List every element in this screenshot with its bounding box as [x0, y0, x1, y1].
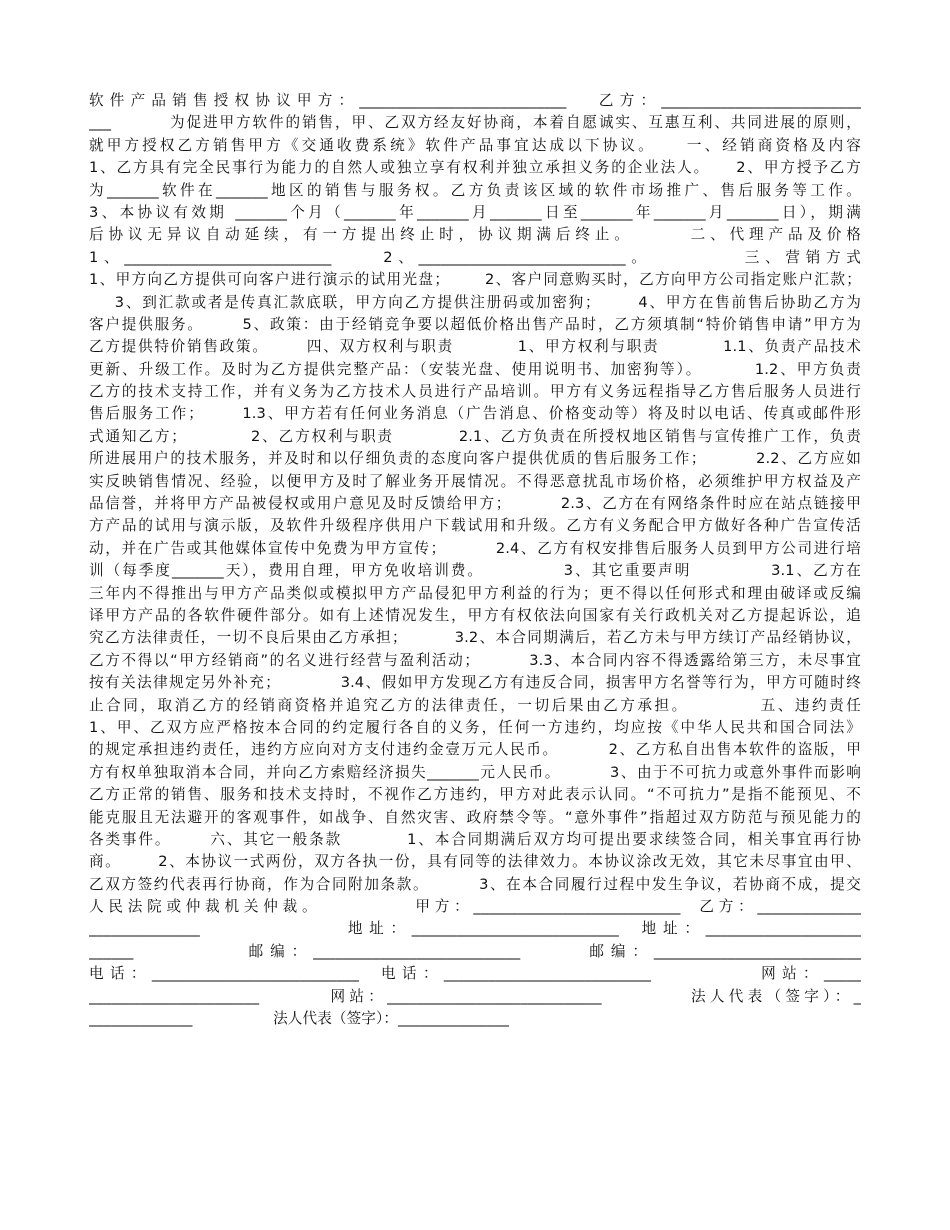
document-line: 3、本协议有效期 _______个月（_______年_______月_______日至_______年_______月_______日），期满	[89, 203, 861, 221]
document-line: 1、乙方具有完全民事行为能力的自然人或独立享有权利并独立承担义务的企业法人。 2、甲方授予乙方	[89, 159, 861, 177]
document-line: ______ 邮编：____________________________ 邮编：____________________________	[89, 942, 861, 960]
document-line: 三年内不得推出与甲方产品类似或模拟甲方产品侵犯甲方利益的行为；更不得以任何形式和理由破译或反编	[89, 584, 861, 602]
document-line: 为_______软件在_______地区的销售与服务权。乙方负责该区域的软件市场推广、售后服务等工作。	[89, 181, 861, 199]
document-line: 客户提供服务。 5、政策：由于经销竞争要以超低价格出售产品时，乙方须填制“特价销售申请”甲方为	[89, 315, 861, 333]
document-line: 1、甲、乙双方应严格按本合同的约定履行各自的义务，任何一方违约，均应按《中华人民共和国合同法》	[89, 718, 861, 736]
document-line: 就甲方授权乙方销售甲方《交通收费系统》软件产品事宜达成以下协议。 一、经销商资格及内容	[89, 136, 861, 154]
document-line: 乙方的技术支持工作，并有义务为乙方技术人员进行产品培训。甲方有义务远程指导乙方售后服务人员进行	[89, 383, 861, 401]
document-line: 式通知乙方； 2、乙方权利与职责 2.1、乙方负责在所授权地区销售与宣传推广工作，负责	[89, 427, 861, 445]
document-line: _______________________ 网站：_____________________________ 法人代表（签字）：_	[89, 987, 861, 1005]
document-line: 各类事件。 六、其它一般条款 1、本合同期满后双方均可提出要求续签合同，相关事宜再行协	[89, 830, 861, 848]
document-line: 更新、升级工作。及时为乙方提供完整产品：（安装光盘、使用说明书、加密狗等）。 1.2、甲方负责	[89, 360, 861, 378]
document-line: 1、____________________________ 2、____________________________。 三、营销方式	[89, 248, 861, 266]
document-line: 训（每季度_______天），费用自理，甲方免收培训费。 3、其它重要声明 3.1、乙方在	[89, 562, 861, 580]
document-line: 所进展用户的技术服务，并及时和以仔细负责的态度向客户提供优质的售后服务工作； 2.2、乙方应如	[89, 450, 861, 468]
document-line: 3、到汇款或者是传真汇款底联，甲方向乙方提供注册码或加密狗； 4、甲方在售前售后协助乙方为	[89, 293, 861, 311]
document-line: 售后服务工作； 1.3、甲方若有任何业务消息（广告消息、价格变动等）将及时以电话、传真或邮件形	[89, 405, 861, 423]
document-line: 1、甲方向乙方提供可向客户进行演示的试用光盘； 2、客户同意购买时，乙方向甲方公司指定账户汇款；	[89, 271, 861, 289]
document-line: 方有权单独取消本合同，并向乙方索赔经济损失_______元人民币。 3、由于不可抗力或意外事件而影响	[89, 763, 861, 781]
document-line: 究乙方法律责任，一切不良后果由乙方承担； 3.2、本合同期满后，若乙方未与甲方续订产品经销协议，	[89, 629, 861, 647]
document-line: 乙方不得以“甲方经销商”的名义进行经营与盈利活动； 3.3、本合同内容不得透露给第三方，未尽事宜	[89, 651, 861, 669]
document-line: 乙双方签约代表再行协商，作为合同附加条款。 3、在本合同履行过程中发生争议，若协商不成，提交	[89, 875, 861, 893]
document-line: _______________ 地址：____________________________ 地址：_____________________	[89, 920, 861, 938]
document-line: 方产品的试用与演示版，及软件升级程序供用户下载试用和升级。乙方有义务配合甲方做好各种广告宣传活	[89, 517, 861, 535]
document-line: 按有关法律规定另外补充； 3.4、假如甲方发现乙方有违反合同，损害甲方名誉等行为，甲方可随时终	[89, 674, 861, 692]
document-line: 动，并在广告或其他媒体宣传中免费为甲方宣传； 2.4、乙方有权安排售后服务人员到甲方公司进行培	[89, 539, 861, 557]
document-line: 电话：____________________________ 电话：____________________________ 网站：_____	[89, 965, 861, 983]
document-line: 止合同，取消乙方的经销商资格并追究乙方的法律责任，一切后果由乙方承担。 五、违约责任	[89, 696, 861, 714]
document-line: 的规定承担违约责任，违约方应向对方支付违约金壹万元人民币。 2、乙方私自出售本软件的盗版，甲	[89, 741, 861, 759]
document-line: 商。 2、本协议一式两份，双方各执一份，具有同等的法律效力。本协议涂改无效，其它未尽事宜由甲、	[89, 853, 861, 871]
document-line: 乙方提供特价销售政策。 四、双方权利与职责 1、甲方权利与职责 1.1、负责产品技术	[89, 338, 861, 356]
document-line: 软件产品销售授权协议甲方：____________________________ 乙方：___________________________	[89, 92, 861, 109]
document-line: 译甲方产品的各软件硬件部分。如有上述情况发生，甲方有权依法向国家有关行政机关对乙方提起诉讼，追	[89, 606, 861, 624]
contract-document	[89, 90, 861, 1030]
document-line: 品信誉，并将甲方产品被侵权或用户意见及时反馈给甲方； 2.3、乙方在有网络条件时应在站点链接甲	[89, 495, 861, 513]
document-line: 实反映销售情况、经验，以便甲方及时了解业务开展情况。不得恶意扰乱市场价格，必须维护甲方权益及产	[89, 472, 861, 490]
document-line: 能克服且无法避开的客观事件，如战争、自然灾害、政府禁令等。“意外事件”指超过双方防范与预见能力的	[89, 808, 861, 826]
document-line: 乙方正常的销售、服务和技术支持时，不视作乙方违约，甲方对此表示认同。“不可抗力”是指不能预见、不	[89, 786, 861, 804]
document-line: 人民法院或仲裁机关仲裁。 甲方：____________________________ 乙方：______________	[89, 898, 861, 916]
document-line: 后协议无异议自动延续，有一方提出终止时，协议期满后终止。 二、代理产品及价格	[89, 226, 861, 244]
document-line: ___ 为促进甲方软件的销售，甲、乙双方经友好协商，本着自愿诚实、互惠互利、共同进展的原则，	[89, 114, 861, 132]
document-line: ______________ 法人代表（签字）：_______________	[89, 1010, 510, 1028]
